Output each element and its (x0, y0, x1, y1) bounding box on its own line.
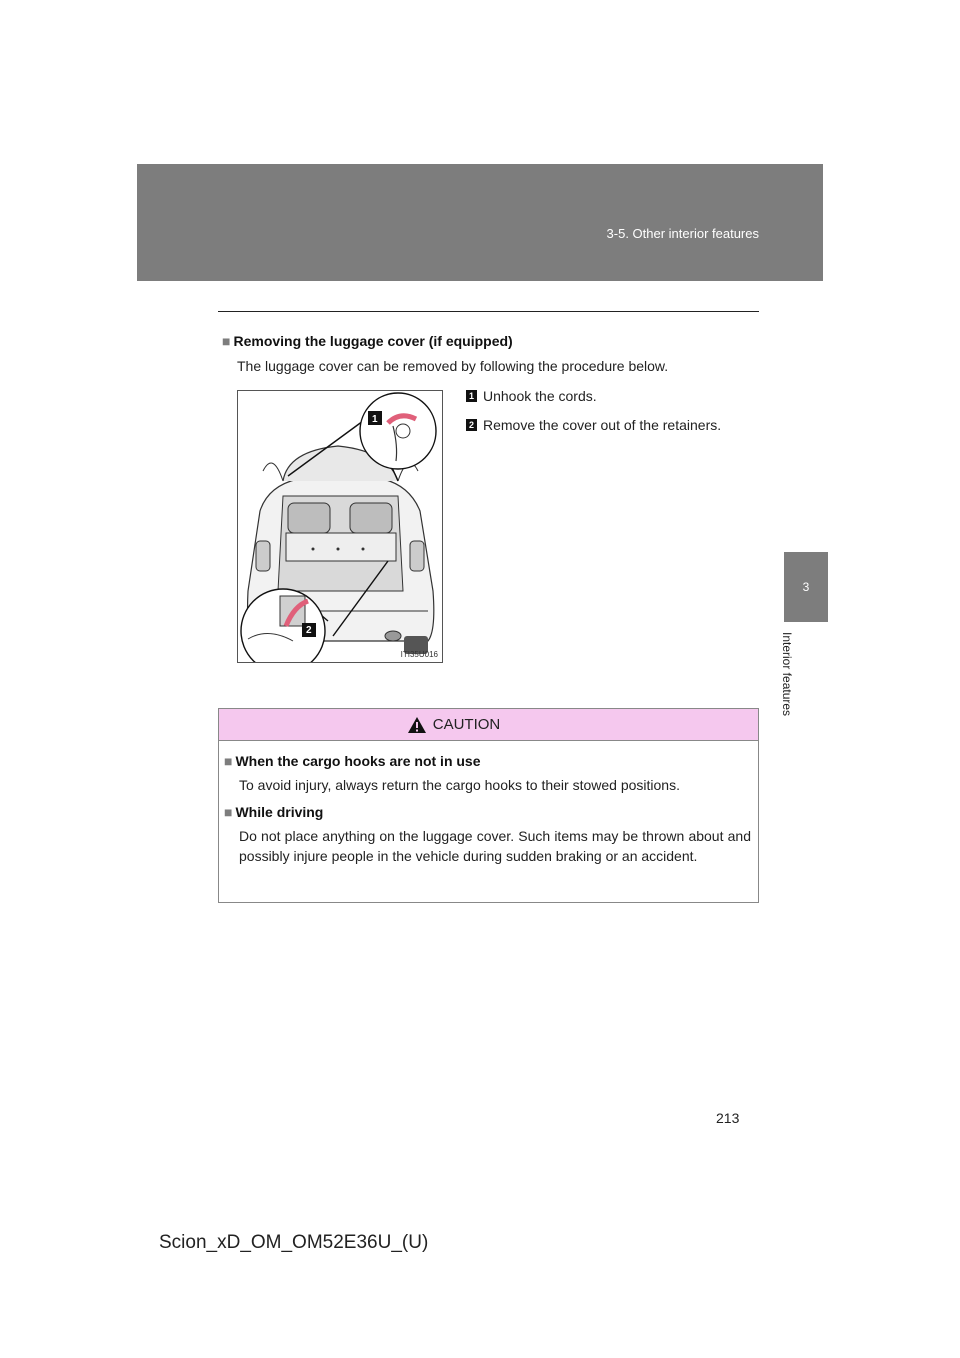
page-number: 213 (716, 1110, 740, 1126)
caution-item-title: While driving (235, 804, 324, 820)
square-bullet-icon: ■ (222, 333, 231, 349)
intro-text: The luggage cover can be removed by following the procedure below. (237, 358, 669, 374)
caution-body (219, 741, 758, 866)
caution-label: CAUTION (432, 716, 501, 733)
caution-item-heading (224, 804, 751, 820)
header-band (137, 164, 823, 281)
step-item (466, 387, 721, 405)
car-rear-illustration (238, 391, 442, 662)
subsection-heading (222, 333, 513, 349)
step-text: Remove the cover out of the retainers. (483, 417, 722, 433)
caution-item-title: When the cargo hooks are not in use (235, 753, 481, 769)
section-divider (218, 311, 759, 312)
step-item (466, 416, 721, 434)
figure-code: ITI35U016 (400, 650, 438, 659)
chapter-tab[interactable] (784, 552, 828, 622)
subsection-title: Removing the luggage cover (if equipped) (233, 333, 513, 349)
figure-callout-1: 1 (372, 414, 378, 425)
caution-item-text: To avoid injury, always return the cargo hooks to their stowed positions. (239, 777, 680, 793)
caution-item-text: Do not place anything on the luggage cover. Such items may be thrown about and possibly injure people in the vehicle during sudden braking or an accident. (239, 828, 751, 864)
caution-header (219, 709, 758, 741)
step-text: Unhook the cords. (483, 388, 597, 404)
document-id: Scion_xD_OM_OM52E36U_(U) (159, 1232, 429, 1253)
square-bullet-icon: ■ (224, 804, 233, 820)
step-number-badge: 1 (466, 390, 477, 402)
chapter-label: Interior features (780, 632, 794, 717)
square-bullet-icon: ■ (224, 753, 233, 769)
chapter-number: 3 (802, 580, 810, 594)
section-title: 3-5. Other interior features (606, 226, 759, 241)
caution-box (218, 708, 759, 903)
step-number-badge: 2 (466, 419, 477, 431)
luggage-cover-illustration (237, 390, 443, 663)
warning-triangle-icon (407, 716, 427, 734)
figure-callout-2: 2 (306, 625, 312, 636)
caution-item-heading (224, 753, 751, 769)
steps-list (466, 387, 721, 445)
